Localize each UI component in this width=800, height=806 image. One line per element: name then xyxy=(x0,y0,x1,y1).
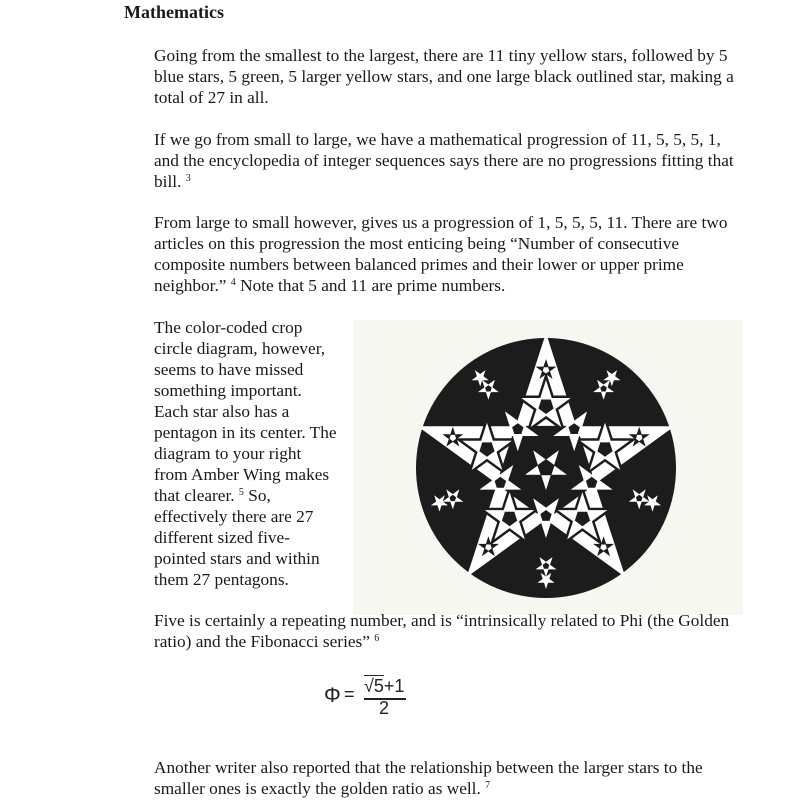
square-root: √5 xyxy=(364,676,384,696)
paragraph-golden-ratio xyxy=(154,757,734,799)
footnote-ref[interactable]: 7 xyxy=(485,780,491,791)
formula-numerator xyxy=(364,676,404,697)
footnote-ref[interactable]: 6 xyxy=(374,633,380,644)
section-heading: Mathematics xyxy=(124,2,224,22)
star-pentagon-figure xyxy=(353,320,743,615)
equals-sign: = xyxy=(344,684,355,704)
paragraph-five-repeating xyxy=(154,610,734,652)
paragraph-star-count xyxy=(154,45,734,108)
paragraph-small-to-large xyxy=(154,129,734,192)
phi-symbol: Φ xyxy=(324,684,341,707)
plus-one: +1 xyxy=(383,676,405,696)
paragraph-text: Another writer also reported that the relationship between the larger stars to the smaller ones is exactly the golden ratio as well. xyxy=(154,758,703,798)
paragraph-text: Five is certainly a repeating number, and is “intrinsically related to Phi (the Golden ratio) and the Fibonacci series” xyxy=(154,611,730,651)
paragraph-text: Going from the smallest to the largest, there are 11 tiny yellow stars, followed by 5 blue stars, 5 green, 5 larger yellow stars, and one large black outlined star, making a total of 27 in all. xyxy=(154,46,734,107)
paragraph-text: Note that 5 and 11 are prime numbers. xyxy=(240,276,506,295)
paragraph-text: The color-coded crop circle diagram, however, seems to have missed something important. Each star also has a pentagon in its center. The diagram to your right from Amber Wing makes that clearer. xyxy=(154,318,337,505)
paragraph-text: From large to small however, gives us a progression of 1, 5, 5, 5, 11. There are two articles on this progression the most enticing being “Number of consecutive composite numbers between balanced primes and their lower or upper prime neighbor.” xyxy=(154,213,728,295)
formula-denominator: 2 xyxy=(379,698,390,718)
paragraph-text: So, effectively there are 27 different sized five-pointed stars and within them 27 pentagons. xyxy=(154,486,320,589)
paragraph-text: If we go from small to large, we have a mathematical progression of 11, 5, 5, 5, 1, and the encyclopedia of integer sequences says there are no progressions fitting that bill. xyxy=(154,130,734,191)
footnote-ref[interactable]: 4 xyxy=(230,277,236,288)
footnote-ref[interactable]: 3 xyxy=(185,173,191,184)
paragraph-crop-circle xyxy=(154,317,339,590)
crop-circle-diagram xyxy=(401,328,691,608)
paragraph-large-to-small xyxy=(154,212,734,296)
footnote-ref[interactable]: 5 xyxy=(238,487,244,498)
